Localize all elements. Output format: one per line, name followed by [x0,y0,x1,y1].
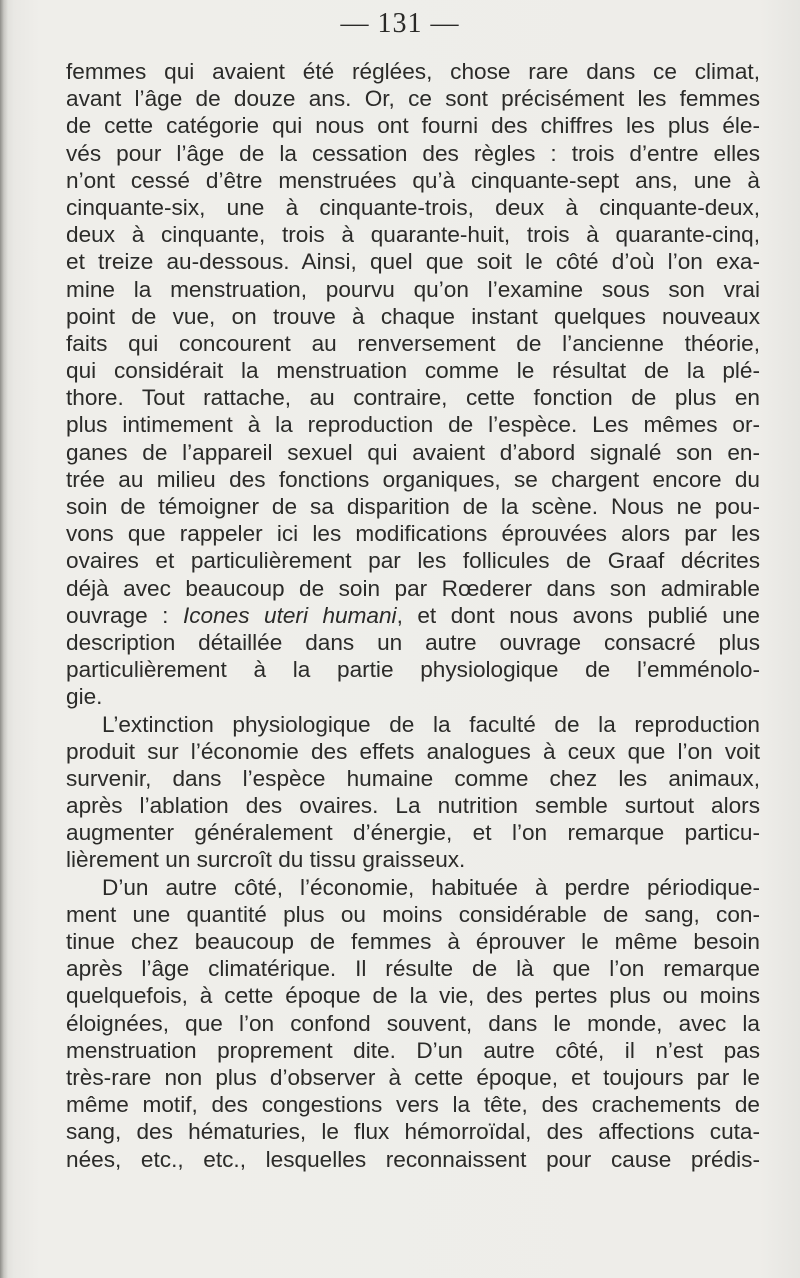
text-line: ganes de l’appareil sexuel qui avaient d’abord signalé son en- [66,439,760,465]
text-line: thore. Tout rattache, au contraire, cette fonction de plus en [66,385,760,411]
text-line: ovaires et particulièrement par les follicules de Graaf décrites [66,548,760,574]
text-line: soin de témoigner de sa disparition de la scène. Nous ne pou- [66,494,760,519]
text-line: vons que rappeler ici les modifications éprouvées alors par les [66,521,760,547]
text-line: description détaillée dans un autre ouvrage consacré plus [66,629,760,655]
text-line: particulièrement à la partie physiologique de l’emménolo- [66,657,760,683]
text-line: même motif, des congestions vers la tête, des crachements de [66,1092,760,1118]
paragraph [66,58,760,711]
text-line: de cette catégorie qui nous ont fourni des chiffres les plus éle- [66,113,760,139]
text-line: trée au milieu des fonctions organiques, se chargent encore du [66,466,760,492]
page-number: — 131 — [340,8,460,39]
text-line: augmenter généralement d’énergie, et l’on remarque particu- [66,820,760,846]
text-line: après l’ablation des ovaires. La nutrition semble surtout alors [66,793,760,819]
text-line: cinquante-six, une à cinquante-trois, deux à cinquante-deux, [66,194,760,220]
text-line: mine la menstruation, pourvu qu’on l’examine sous son vrai [66,276,760,302]
text-line: lièrement un surcroît du tissu graisseux. [66,847,466,873]
text-line: L’extinction physiologique de la faculté de la reproduction [102,711,760,737]
text-line: qui considérait la menstruation comme le résultat de la plé- [66,358,760,384]
paragraph [66,874,760,1173]
text-line: vés pour l’âge de la cessation des règles : trois d’entre elles [66,140,760,166]
text-line: déjà avec beaucoup de soin par Rœderer dans son admirable [66,575,760,601]
text-line: ment une quantité plus ou moins considérable de sang, con- [66,901,760,927]
text-line: point de vue, on trouve à chaque instant quelques nouveaux [66,303,760,329]
text-line: produit sur l’économie des effets analogues à ceux que l’on voit [66,738,760,764]
text-line: sang, des hématuries, le flux hémorroïdal, des affections cuta- [66,1119,760,1145]
text-line: gie. [66,684,103,710]
text-line: nées, etc., etc., lesquelles reconnaissent pour cause prédis- [66,1146,760,1172]
text-line: deux à cinquante, trois à quarante-huit, trois à quarante-cinq, [66,222,760,248]
body-text [66,58,760,1173]
text-line: ouvrage : Icones uteri humani, et dont nous avons publié une [66,602,760,628]
text-line: quelquefois, à cette époque de la vie, des pertes plus ou moins [66,983,760,1009]
text-line: après l’âge climatérique. Il résulte de là que l’on remarque [66,956,760,982]
text-line: D’un autre côté, l’économie, habituée à perdre périodique- [102,874,760,900]
text-line: plus intimement à la reproduction de l’espèce. Les mêmes or- [66,412,760,438]
text-line: éloignées, que l’on confond souvent, dans le monde, avec la [66,1010,760,1036]
text-line: avant l’âge de douze ans. Or, ce sont précisément les femmes [66,86,760,112]
text-line: faits qui concourent au renversement de l’ancienne théorie, [66,330,760,356]
text-line: survenir, dans l’espèce humaine comme chez les animaux, [66,765,760,791]
text-line: femmes qui avaient été réglées, chose rare dans ce climat, [66,59,760,84]
book-title-italic: Icones uteri humani [182,602,397,628]
text-line: très-rare non plus d’observer à cette époque, et toujours par le [66,1064,760,1090]
page-gutter-shadow [0,0,8,1278]
text-line: et treize au-dessous. Ainsi, quel que soit le côté d’où l’on exa- [66,249,760,275]
text-line: n’ont cessé d’être menstruées qu’à cinquante-sept ans, une à [66,167,760,193]
text-line: menstruation proprement dite. D’un autre côté, il n’est pas [66,1037,760,1063]
text-line: tinue chez beaucoup de femmes à éprouver le même besoin [66,929,760,954]
paragraph [66,711,760,874]
